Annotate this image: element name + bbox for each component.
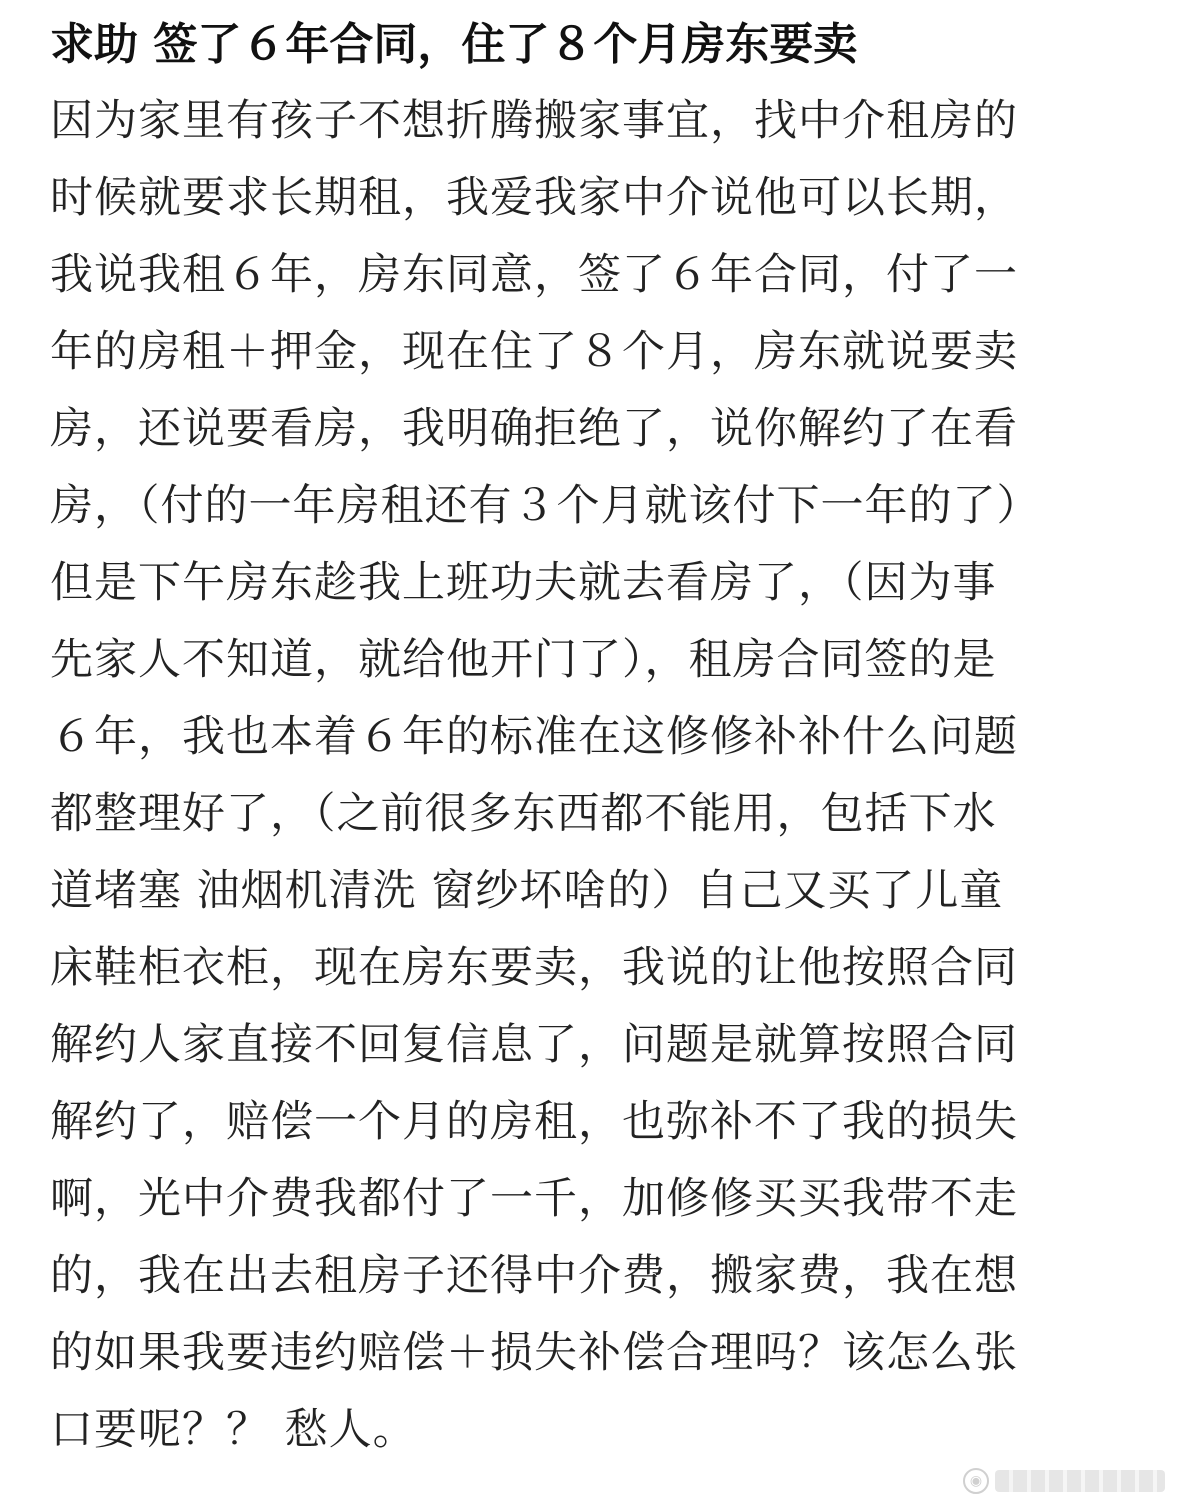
post xyxy=(50,0,1140,1469)
body-line: 的如果我要违约赔偿＋损失补偿合理吗？该怎么张 xyxy=(50,1328,1018,1378)
body-line: 啊，光中介费我都付了一千，加修修买买我带不走 xyxy=(50,1174,1018,1224)
body-line: 房，（付的一年房租还有３个月就该付下一年的了） xyxy=(50,481,1041,531)
body-line: 我说我租６年，房东同意，签了６年合同，付了一 xyxy=(50,250,1018,300)
body-line: 但是下午房东趁我上班功夫就去看房了，（因为事 xyxy=(50,558,997,608)
body-line: 解约人家直接不回复信息了，问题是就算按照合同 xyxy=(50,1020,1018,1070)
body-line: 解约了，赔偿一个月的房租，也弥补不了我的损失 xyxy=(50,1097,1018,1147)
post-title: 求助 签了６年合同，住了８个月房东要卖 xyxy=(50,19,858,70)
watermark-text-blur xyxy=(995,1470,1165,1492)
body-line: 床鞋柜衣柜，现在房东要卖，我说的让他按照合同 xyxy=(50,943,1018,993)
body-line: 房，还说要看房，我明确拒绝了，说你解约了在看 xyxy=(50,404,1018,454)
watermark xyxy=(963,1468,1165,1494)
body-line: 年的房租＋押金，现在住了８个月，房东就说要卖 xyxy=(50,327,1018,377)
post-body xyxy=(50,83,1140,1469)
body-line: ６年，我也本着６年的标准在这修修补补什么问题 xyxy=(50,712,1018,762)
body-line: 时候就要求长期租，我爱我家中介说他可以长期， xyxy=(50,173,1018,223)
body-line: 先家人不知道，就给他开门了），租房合同签的是 xyxy=(50,635,997,685)
body-line: 因为家里有孩子不想折腾搬家事宜，找中介租房的 xyxy=(50,96,1018,146)
body-line: 的，我在出去租房子还得中介费，搬家费，我在想 xyxy=(50,1251,1018,1301)
watermark-logo-icon: ◉ xyxy=(963,1468,989,1494)
body-line: 都整理好了，（之前很多东西都不能用，包括下水 xyxy=(50,789,997,839)
body-line: 道堵塞 油烟机清洗 窗纱坏啥的）自己又买了儿童 xyxy=(50,866,1004,916)
body-line: 口要呢？？ 愁人。 xyxy=(50,1405,417,1455)
